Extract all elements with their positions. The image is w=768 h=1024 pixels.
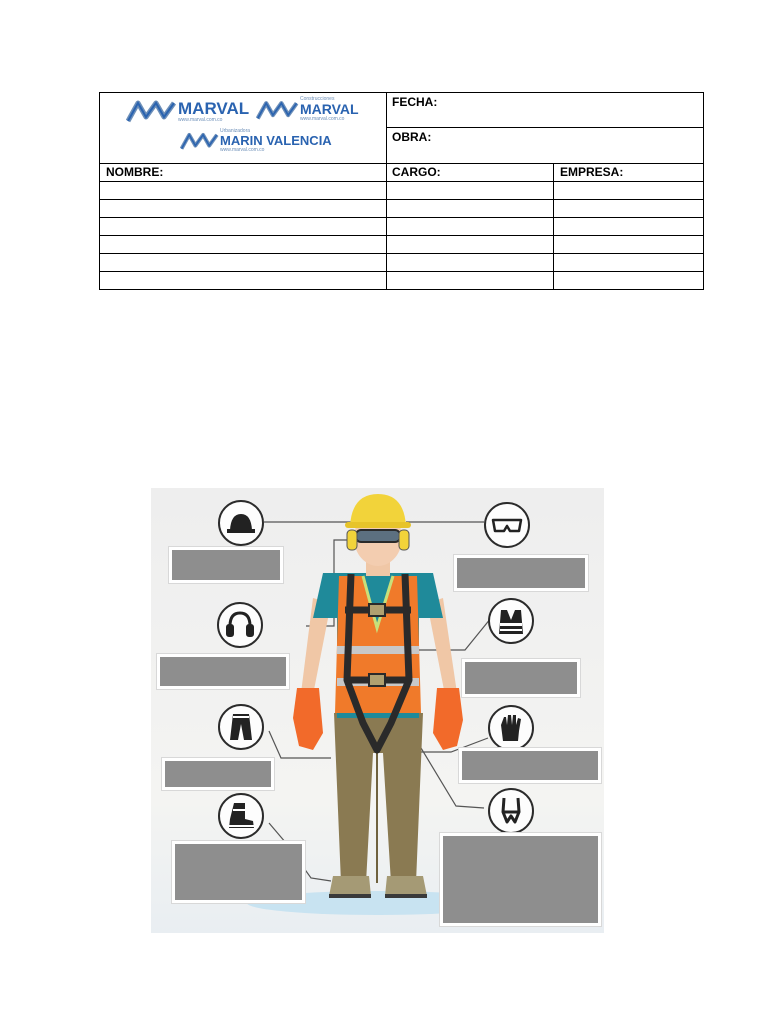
cargo-rows[interactable] bbox=[387, 182, 553, 290]
fecha-field[interactable] bbox=[440, 93, 704, 127]
cargo-label: CARGO: bbox=[392, 165, 441, 179]
safety-boots-icon bbox=[218, 793, 264, 839]
fecha-label: FECHA: bbox=[392, 95, 438, 109]
marin-valencia-logo bbox=[180, 129, 332, 153]
marval-logo bbox=[126, 99, 249, 123]
answer-box-ear-muffs[interactable] bbox=[157, 654, 289, 689]
answer-box-hard-hat[interactable] bbox=[169, 547, 283, 583]
answer-box-gloves[interactable] bbox=[459, 748, 601, 783]
answer-box-safety-glasses[interactable] bbox=[454, 555, 588, 591]
safety-vest-icon bbox=[488, 598, 534, 644]
company-logos bbox=[100, 93, 386, 163]
obra-label: OBRA: bbox=[392, 130, 432, 144]
ear-muffs-icon bbox=[217, 602, 263, 648]
harness-icon bbox=[488, 788, 534, 834]
marin-valencia-tagline: Urbanizadora bbox=[220, 128, 251, 134]
hard-hat-icon bbox=[218, 500, 264, 546]
safety-glasses-icon bbox=[484, 502, 530, 548]
marval-logo-url: www.marval.com.co bbox=[178, 116, 223, 123]
ppe-illustration bbox=[151, 488, 604, 933]
marin-valencia-wave-icon bbox=[180, 129, 220, 153]
nombre-rows[interactable] bbox=[100, 182, 386, 290]
empresa-rows[interactable] bbox=[554, 182, 704, 290]
construcciones-logo-name: MARVAL bbox=[300, 101, 359, 117]
obra-field[interactable] bbox=[435, 128, 704, 163]
empresa-label: EMPRESA: bbox=[560, 165, 624, 179]
construcciones-tagline: Construcciones bbox=[300, 96, 335, 102]
marin-valencia-logo-url: www.marval.com.co bbox=[220, 147, 265, 153]
answer-box-safety-boots[interactable] bbox=[172, 841, 305, 903]
construcciones-wave-icon bbox=[256, 98, 300, 122]
marin-valencia-logo-name: MARIN VALENCIA bbox=[220, 133, 332, 148]
marval-wave-icon bbox=[126, 99, 178, 123]
answer-box-safety-vest[interactable] bbox=[462, 659, 580, 697]
construcciones-logo-url: www.marval.com.co bbox=[300, 116, 345, 122]
worker-info-form bbox=[99, 92, 704, 290]
marval-logo-name: MARVAL bbox=[178, 98, 250, 118]
answer-box-harness[interactable] bbox=[440, 833, 601, 926]
nombre-label: NOMBRE: bbox=[106, 165, 164, 179]
construcciones-marval-logo bbox=[256, 97, 359, 122]
gloves-icon bbox=[488, 705, 534, 751]
answer-box-work-pants[interactable] bbox=[162, 758, 274, 790]
work-pants-icon bbox=[218, 704, 264, 750]
